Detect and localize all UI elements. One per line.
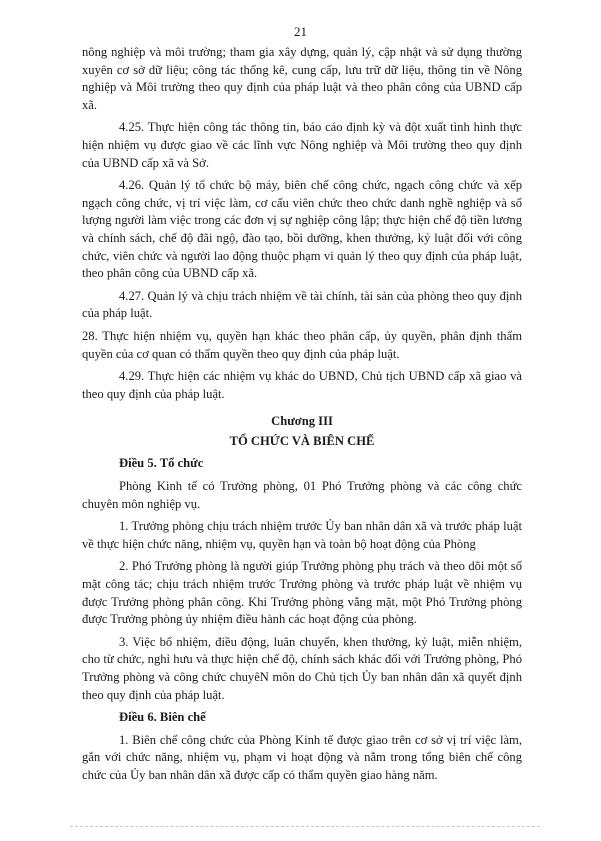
paragraph: 1. Trưởng phòng chịu trách nhiệm trước Ủy ban nhân dân xã và trước pháp luật về thực hiện chức năng, nhiệm vụ, quyền hạn và toàn bộ hoạt động của Phòng — [82, 519, 522, 551]
article-heading: Điều 5. Tổ chức — [119, 456, 204, 471]
paragraph: 3. Việc bổ nhiệm, điều động, luân chuyển, khen thưởng, kỷ luật, miễn nhiệm, cho từ chức, nghỉ hưu và thực hiện chế độ, chính sách khác đối với Trưởng phòng, Phó Trưởng phòng và công chức chuyêN môn do Chủ tịch Ủy ban nhân dân xã quyết định theo quy định của pháp luật. — [82, 634, 522, 702]
paragraph: 28. Thực hiện nhiệm vụ, quyền hạn khác theo phân cấp, ủy quyền, phân định thẩm quyền của cơ quan có thẩm quyền theo quy định của pháp luật. — [82, 328, 522, 361]
article-heading: Điều 6. Biên chế — [119, 710, 206, 725]
paragraph: 4.29. Thực hiện các nhiệm vụ khác do UBND, Chủ tịch UBND cấp xã giao và theo quy định của pháp luật. — [82, 369, 522, 401]
paragraph: 4.25. Thực hiện công tác thông tin, báo cáo định kỳ và đột xuất tình hình thực hiện nhiệm vụ được giao về các lĩnh vực Nông nghiệp và Môi trường theo quy định của UBND cấp xã và Sở. — [82, 120, 522, 170]
paragraph: 4.26. Quản lý tổ chức bộ máy, biên chế công chức, ngạch công chức và xếp ngạch công chức, vị trí việc làm, cơ cấu viên chức theo chức danh nghề nghiệp và số lượng người làm việc trong các đơn vị sự nghiệp công lập; thực hiện chế độ tiền lương và chính sách, chế độ đãi ngộ, đào tạo, bồi dưỡng, khen thưởng, kỷ luật đối với công chức, viên chức và người lao động thuộc phạm vi quản lý theo quy định của pháp luật, theo phân công của UBND cấp xã. — [82, 178, 522, 281]
paragraph: nông nghiệp và môi trường; tham gia xây dựng, quản lý, cập nhật và sử dụng thường xuyên cơ sở dữ liệu; công tác thống kê, cung cấp, lưu trữ dữ liệu, thông tin về Nông nghiệp và Môi trường theo quy định của pháp luật và theo phân công của UBND cấp xã. — [82, 45, 522, 112]
paragraph: 1. Biên chế công chức của Phòng Kinh tế được giao trên cơ sở vị trí việc làm, gắn với chức năng, nhiệm vụ, phạm vi hoạt động và nằm trong tổng biên chế công chức của Ủy ban nhân dân xã được cấp có thẩm quyền giao hàng năm. — [82, 732, 522, 782]
paragraph: 2. Phó Trưởng phòng là người giúp Trưởng phòng phụ trách và theo dõi một số mặt công tác; chịu trách nhiệm trước Trưởng phòng và trước pháp luật về nhiệm vụ được Trưởng phòng phân công. Khi Trưởng phòng vắng mặt, một Phó Trưởng phòng được Trưởng phòng ủy nhiệm điều hành các hoạt động của phòng. — [82, 559, 522, 627]
chapter-heading: Chương III — [271, 414, 333, 429]
page-bottom-rule — [70, 826, 540, 827]
chapter-title: TỔ CHỨC VÀ BIÊN CHẾ — [229, 433, 375, 448]
paragraph: 4.27. Quản lý và chịu trách nhiệm về tài chính, tài sản của phòng theo quy định của pháp luật. — [82, 288, 522, 321]
paragraph: Phòng Kinh tế có Trưởng phòng, 01 Phó Trưởng phòng và các công chức chuyên môn nghiệp vụ. — [82, 479, 522, 511]
document-body — [82, 44, 522, 790]
page-number: 21 — [294, 24, 307, 39]
